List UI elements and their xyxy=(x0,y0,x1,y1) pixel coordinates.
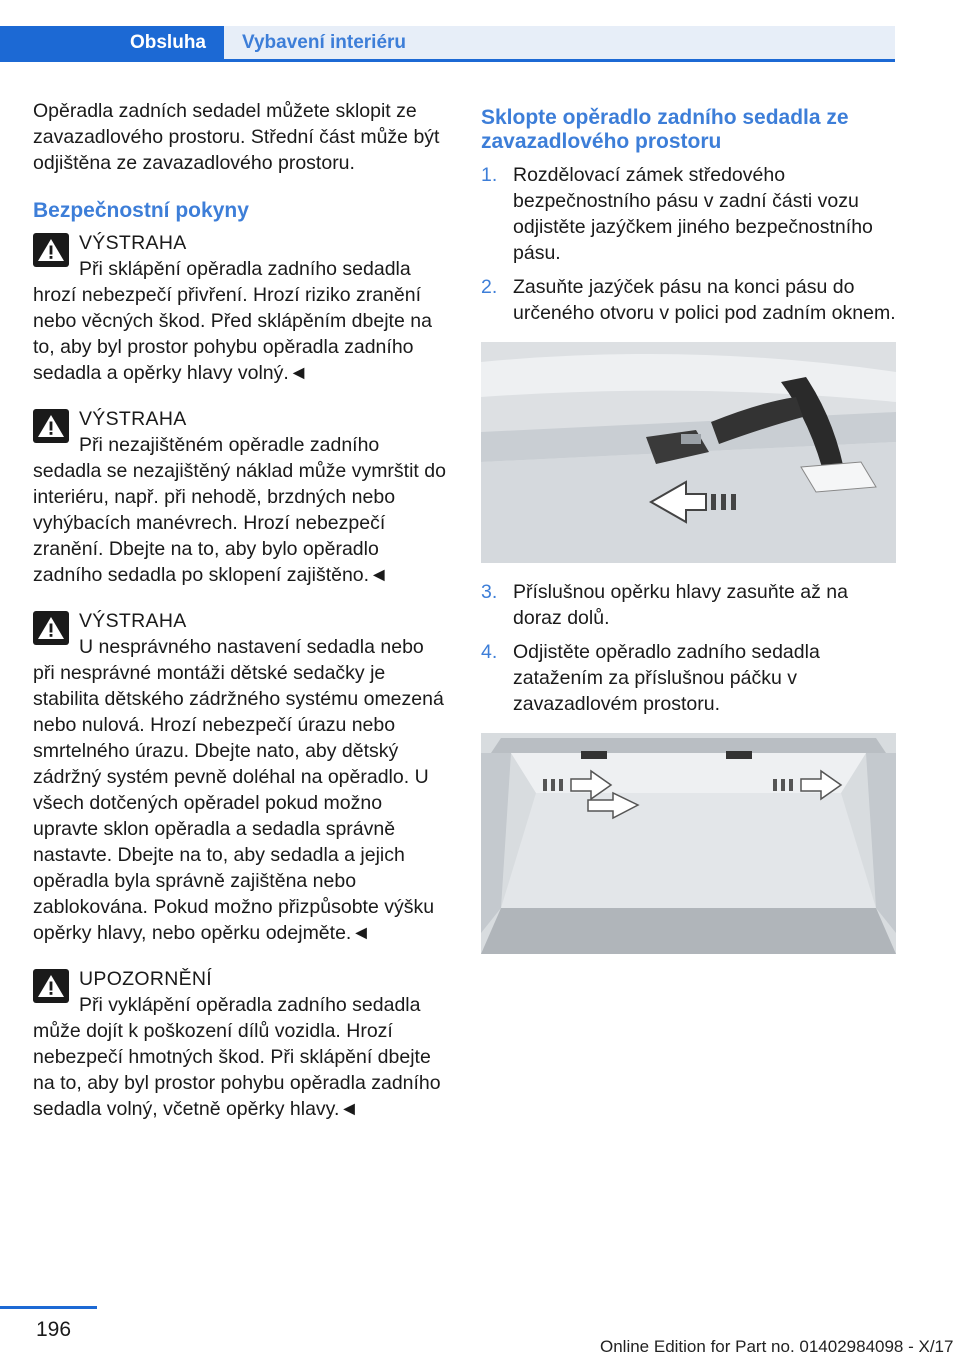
notice-heading: UPOZORNĚNÍ xyxy=(79,968,213,990)
chapter-tab-active[interactable]: Obsluha xyxy=(0,26,224,60)
warning-triangle-icon xyxy=(33,233,69,267)
intro-paragraph: Opěradla zadních sedadel můžete sklopit ze zavazadlového prostoru. Střední část může být odjištěna ze zavazadlového prostoru. xyxy=(33,100,440,174)
belt-illustration xyxy=(481,342,896,563)
warning-triangle-icon xyxy=(33,969,69,1003)
warning-heading: VÝSTRAHA xyxy=(79,408,187,430)
warning-heading: VÝSTRAHA xyxy=(79,610,187,632)
warning-text: Při sklápění opěradla zadního sedadla hrozí nebezpečí přivření. Hrozí riziko zranění nebo věcných škod. Před sklápěním dbejte na to, aby byl prostor pohybu opěradla zadního sedadla a opěrky hlavy volný.◄ xyxy=(33,258,432,384)
step-item xyxy=(481,162,896,266)
warning-text: Při nezajištěném opěradle zadního sedadla se nezajištěný náklad může vymrštit do interiéru, např. při nehodě, brzdných nebo vyhýbacích manévrech. Hrozí nebezpečí zranění. Dbejte na to, aby bylo opěradlo zadního sedadla po sklopení zajištěno.◄ xyxy=(33,434,446,586)
step-item xyxy=(481,639,896,717)
step-number: 1. xyxy=(481,164,498,186)
procedure-title: Sklopte opěradlo zadního sedadla ze zavazadlového prostoru xyxy=(481,106,849,153)
left-column xyxy=(33,98,448,1142)
step-text: Rozdělovací zámek středového bezpečnostního pásu v zadní části vozu odjistěte jazýčkem jiného bezpečnostního pásu. xyxy=(513,164,873,264)
warning-block xyxy=(33,230,448,386)
section-tab[interactable]: Vybavení interiéru xyxy=(224,26,895,60)
step-text: Příslušnou opěrku hlavy zasuňte až na doraz dolů. xyxy=(513,581,848,629)
section-title-safety: Bezpečnostní pokyny xyxy=(33,199,249,222)
steps-list xyxy=(481,162,896,326)
warning-triangle-icon xyxy=(33,409,69,443)
warning-block xyxy=(33,608,448,946)
warning-triangle-icon xyxy=(33,611,69,645)
edition-note: Online Edition for Part no. 01402984098 - X/17 xyxy=(600,1337,954,1356)
step-item xyxy=(481,579,896,631)
trunk-illustration xyxy=(481,733,896,954)
step-number: 2. xyxy=(481,276,498,298)
notice-block xyxy=(33,966,448,1122)
header-rule xyxy=(0,59,895,62)
warning-block xyxy=(33,406,448,588)
step-item xyxy=(481,274,896,326)
step-number: 3. xyxy=(481,581,498,603)
page-header xyxy=(0,0,895,62)
notice-text: Při vyklápění opěradla zadního sedadla může dojít k poškození dílů vozidla. Hrozí nebezpečí hmotných škod. Při sklápění dbejte na to, aby byl prostor pohybu opěradla zadního sedadla volný, včetně opěrky hlavy.◄ xyxy=(33,994,441,1120)
warning-text: U nesprávného nastavení sedadla nebo při nesprávné montáži dětské sedačky je stabilita dětského zádržného systému omezená nebo nulová. Hrozí nebezpečí úrazu nebo smrtelného úrazu. Dbejte nato, aby dětský zádržný systém pevně doléhal na opěradlo. U všech dotčených opěradel pokud možno upravte sklon opěradla a sedadla správně nastavte. Dbejte na to, aby sedadla a jejich opěradla byla správně zajištěna nebo zablokována. Pokud možno přizpůsobte výšku opěrky hlavy, nebo opěrku odejměte.◄ xyxy=(33,636,444,944)
warning-heading: VÝSTRAHA xyxy=(79,232,187,254)
right-column xyxy=(481,98,896,970)
step-text: Zasuňte jazýček pásu na konci pásu do určeného otvoru v polici pod zadním oknem. xyxy=(513,276,896,324)
steps-list xyxy=(481,579,896,717)
step-text: Odjistěte opěradlo zadního sedadla zatažením za příslušnou páčku v zavazadlovém prostoru. xyxy=(513,641,820,715)
footer-rule xyxy=(0,1306,97,1309)
step-number: 4. xyxy=(481,641,498,663)
page-number: 196 xyxy=(36,1318,72,1341)
